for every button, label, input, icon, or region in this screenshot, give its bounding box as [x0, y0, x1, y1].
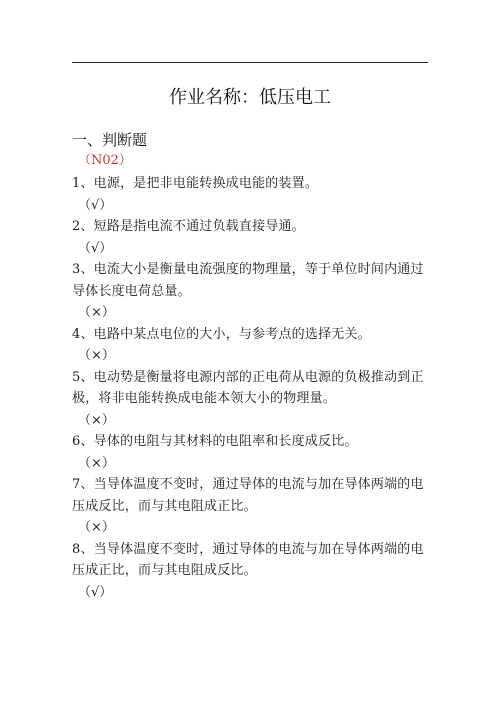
question-answer: （√） [78, 240, 113, 256]
question-set-id: （N02） [78, 153, 132, 168]
question-answer: （×） [78, 455, 115, 471]
question-answer: （×） [78, 520, 115, 535]
question-answer: （×） [78, 412, 115, 428]
question-text: 1、电源，是把非电能转换成电能的装置。 [72, 176, 319, 191]
question-item [72, 324, 432, 367]
question-text: 5、电动势是衡量将电源内部的正电荷从电源的负极推动到正极，将非电能转换成电能本领大小的物理量。 [72, 369, 424, 406]
question-text: 2、短路是指电流不通过负载直接导通。 [72, 219, 305, 234]
question-answer: （√） [78, 584, 113, 600]
question-text: 8、当导体温度不变时，通过导体的电流与加在导体两端的电压成正比，而与其电阻成反比。 [72, 541, 424, 578]
question-item [72, 216, 432, 259]
question-list [72, 173, 432, 603]
question-item [72, 259, 432, 324]
question-text: 7、当导体温度不变时，通过导体的电流与加在导体两端的电压成反比，而与其电阻成正比。 [72, 477, 424, 514]
question-text: 4、电路中某点电位的大小，与参考点的选择无关。 [72, 326, 371, 342]
question-item [72, 539, 432, 604]
question-text: 3、电流大小是衡量电流强度的物理量，等于单位时间内通过导体长度电荷总量。 [72, 262, 424, 299]
question-answer: （√） [78, 197, 113, 213]
header-divider [72, 62, 428, 63]
question-answer: （×） [78, 305, 115, 320]
question-item [72, 474, 432, 539]
document-title: 作业名称：低压电工 [169, 87, 331, 108]
section-heading: 一、判断题 [72, 131, 148, 149]
question-text: 6、导体的电阻与其材料的电阻率和长度成反比。 [72, 434, 358, 449]
question-item [72, 173, 432, 216]
question-answer: （×） [78, 348, 115, 363]
question-item [72, 367, 432, 432]
question-item [72, 431, 432, 474]
